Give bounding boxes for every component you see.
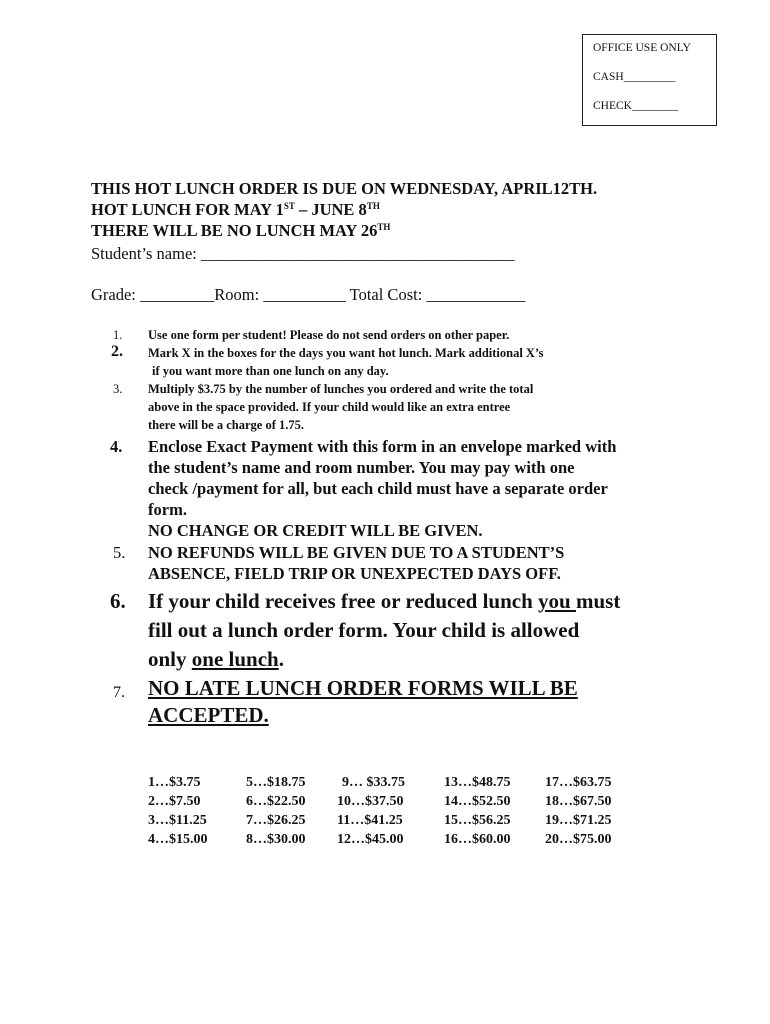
price-entry: 16…$60.00 xyxy=(444,832,511,847)
price-entry: 8…$30.00 xyxy=(246,832,306,847)
order-heading xyxy=(91,178,597,241)
price-entry: 11…$41.25 xyxy=(337,813,403,828)
instruction-5: 5. NO REFUNDS WILL BE GIVEN DUE TO A STUDENT’S ABSENCE, FIELD TRIP OR UNEXPECTED DAYS OFF. xyxy=(113,543,565,583)
price-column-3 xyxy=(337,773,405,849)
no-lunch-line: THERE WILL BE NO LUNCH MAY 26TH xyxy=(91,221,391,240)
due-date-line: THIS HOT LUNCH ORDER IS DUE ON WEDNESDAY, APRIL12TH. xyxy=(91,179,598,198)
price-entry: 3…$11.25 xyxy=(148,813,207,828)
price-entry: 15…$56.25 xyxy=(444,813,511,828)
price-entry: 2…$7.50 xyxy=(148,794,201,809)
price-entry: 18…$67.50 xyxy=(545,794,612,809)
price-column-4 xyxy=(444,773,511,849)
price-entry: 12…$45.00 xyxy=(337,832,404,847)
instruction-2: 2. Mark X in the boxes for the days you want hot lunch. Mark additional X’s if you want more than one lunch on any day. xyxy=(111,343,544,378)
price-column-5 xyxy=(545,773,612,849)
instruction-4: 4. Enclose Exact Payment with this form in an envelope marked with the student’s name and room number. You may pay with one check /payment for all, but each child must have a separate order form. NO CHANGE OR CREDIT WILL BE GIVEN. xyxy=(110,437,617,540)
price-entry: 6…$22.50 xyxy=(246,794,306,809)
price-entry: 5…$18.75 xyxy=(246,775,306,790)
price-entry: 19…$71.25 xyxy=(545,813,612,828)
price-entry: 20…$75.00 xyxy=(545,832,612,847)
instruction-6: 6. If your child receives free or reduced lunch you must fill out a lunch order form. Your child is allowed only one lunch. xyxy=(110,589,621,671)
cash-field: CASH_________ xyxy=(593,71,676,83)
price-entry: 4…$15.00 xyxy=(148,832,208,847)
office-use-title: OFFICE USE ONLY xyxy=(593,42,691,54)
price-entry: 17…$63.75 xyxy=(545,775,612,790)
price-entry: 1…$3.75 xyxy=(148,775,201,790)
price-entry: 9… $33.75 xyxy=(342,775,405,790)
grade-room-cost-field: Grade: _________Room: __________ Total Cost: ____________ xyxy=(91,285,526,304)
price-entry: 10…$37.50 xyxy=(337,794,404,809)
price-column-1 xyxy=(148,773,208,849)
instruction-1: 1. Use one form per student! Please do not send orders on other paper. xyxy=(113,328,510,342)
price-column-2 xyxy=(246,773,306,849)
lunch-period-line: HOT LUNCH FOR MAY 1ST – JUNE 8TH xyxy=(91,200,380,219)
price-entry: 7…$26.25 xyxy=(246,813,306,828)
check-field: CHECK________ xyxy=(593,100,678,112)
instruction-3: 3. Multiply $3.75 by the number of lunches you ordered and write the total above in the space provided. If your child would like an extra entree there will be a charge of 1.75. xyxy=(113,382,534,432)
instructions-list xyxy=(0,326,770,729)
student-name-field: Student’s name: ______________________________________ xyxy=(91,244,515,263)
price-entry: 14…$52.50 xyxy=(444,794,511,809)
office-use-box xyxy=(582,34,717,126)
instruction-7: 7. NO LATE LUNCH ORDER FORMS WILL BE ACCEPTED. xyxy=(113,676,578,727)
price-entry: 13…$48.75 xyxy=(444,775,511,790)
